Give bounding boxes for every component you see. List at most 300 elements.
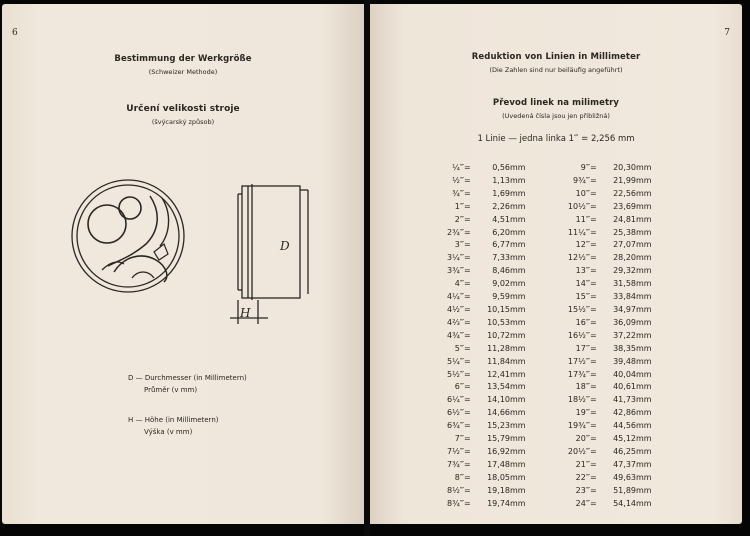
table-row	[560, 381, 658, 394]
table-row	[434, 472, 532, 485]
equals-sign: =	[464, 356, 471, 366]
line-value: 1‴	[454, 201, 464, 211]
unit-label: mm	[510, 485, 526, 495]
table-row	[560, 162, 658, 175]
equals-sign: =	[464, 240, 471, 250]
table-row	[560, 252, 658, 265]
table-row	[434, 175, 532, 188]
equals-sign: =	[464, 343, 471, 353]
equals-sign: =	[590, 446, 597, 456]
unit-label: mm	[510, 227, 526, 237]
table-row	[560, 394, 658, 407]
line-value: 2¾‴	[446, 227, 464, 237]
unit-label: mm	[510, 188, 526, 198]
equals-sign: =	[590, 266, 597, 276]
equals-sign: =	[590, 498, 597, 508]
line-value: 3¼‴	[446, 253, 464, 263]
table-row	[434, 459, 532, 472]
diameter-label: D	[280, 239, 290, 253]
unit-label: mm	[636, 292, 652, 302]
table-row	[560, 291, 658, 304]
legend-diameter	[128, 372, 247, 396]
conversion-table-left	[434, 162, 532, 510]
mm-value: 37,22	[613, 330, 636, 340]
line-value: 2‴	[454, 214, 464, 224]
conversion-table-right	[560, 162, 658, 510]
unit-label: mm	[510, 330, 526, 340]
table-row	[434, 485, 532, 498]
table-row	[434, 407, 532, 420]
table-row	[560, 369, 658, 382]
equals-sign: =	[464, 304, 471, 314]
title-czech: Určení velikosti stroje	[126, 104, 240, 114]
unit-label: mm	[510, 382, 526, 392]
mm-value: 34,97	[613, 304, 636, 314]
unit-label: mm	[636, 421, 652, 431]
subtitle-czech: (švýcarský způsob)	[151, 118, 215, 126]
mm-value: 9,59	[492, 292, 510, 302]
mm-value: 29,32	[613, 266, 636, 276]
line-value: 17½‴	[567, 356, 590, 366]
table-row	[560, 214, 658, 227]
unit-label: mm	[636, 188, 652, 198]
mm-value: 54,14	[613, 498, 636, 508]
mm-value: 25,38	[613, 227, 636, 237]
unit-label: mm	[510, 459, 526, 469]
line-value: 24‴	[575, 498, 590, 508]
table-row	[560, 343, 658, 356]
table-row	[434, 188, 532, 201]
table-row	[434, 291, 532, 304]
mm-value: 15,79	[487, 434, 510, 444]
unit-label: mm	[510, 434, 526, 444]
table-row	[434, 369, 532, 382]
unit-label: mm	[510, 395, 526, 405]
table-row	[434, 317, 532, 330]
unit-label: mm	[510, 343, 526, 353]
table-row	[434, 252, 532, 265]
mm-value: 39,48	[613, 356, 636, 366]
unit-label: mm	[510, 421, 526, 431]
unit-label: mm	[510, 163, 526, 172]
line-value: 7¾‴	[446, 459, 464, 469]
line-value: ¾‴	[452, 188, 464, 198]
mm-value: 6,77	[492, 240, 510, 250]
unit-label: mm	[636, 395, 652, 405]
table-row	[560, 201, 658, 214]
table-row	[434, 498, 532, 511]
line-value: 4½‴	[446, 304, 464, 314]
equals-sign: =	[464, 498, 471, 508]
table-row	[560, 188, 658, 201]
height-label: H	[240, 306, 251, 320]
equals-sign: =	[590, 201, 597, 211]
equals-sign: =	[590, 227, 597, 237]
table-row	[560, 265, 658, 278]
equals-sign: =	[590, 304, 597, 314]
table-row	[560, 472, 658, 485]
line-value: 18‴	[575, 382, 590, 392]
equals-sign: =	[590, 343, 597, 353]
table-row	[434, 343, 532, 356]
line-value: 5½‴	[446, 369, 464, 379]
table-row	[434, 446, 532, 459]
table-row	[434, 214, 532, 227]
mm-value: 40,04	[613, 369, 636, 379]
table-row	[434, 278, 532, 291]
table-row	[434, 265, 532, 278]
equals-sign: =	[590, 356, 597, 366]
unit-label: mm	[636, 304, 652, 314]
line-value: 6¾‴	[446, 421, 464, 431]
unit-label: mm	[510, 292, 526, 302]
unit-label: mm	[636, 227, 652, 237]
table-row	[434, 201, 532, 214]
unit-label: mm	[636, 369, 652, 379]
line-value: 8¾‴	[446, 498, 464, 508]
equals-sign: =	[464, 201, 471, 211]
table-row	[560, 330, 658, 343]
unit-label: mm	[510, 304, 526, 314]
unit-label: mm	[636, 472, 652, 482]
table-row	[434, 227, 532, 240]
unit-label: mm	[636, 201, 652, 211]
line-value: 16‴	[575, 317, 590, 327]
mm-value: 13,54	[487, 382, 510, 392]
table-row	[560, 433, 658, 446]
equals-sign: =	[590, 253, 597, 263]
line-value: 21‴	[575, 459, 590, 469]
equals-sign: =	[590, 279, 597, 289]
equals-sign: =	[590, 330, 597, 340]
line-value: 9¾‴	[572, 175, 590, 185]
table-row	[560, 317, 658, 330]
table-row	[560, 239, 658, 252]
line-value: 13‴	[575, 266, 590, 276]
equals-sign: =	[464, 253, 471, 263]
table-row	[560, 278, 658, 291]
unit-label: mm	[510, 472, 526, 482]
line-value: 17‴	[575, 343, 590, 353]
legend-height-german: H — Höhe (in Millimetern)	[128, 416, 219, 424]
mm-value: 2,26	[492, 201, 510, 211]
equals-sign: =	[464, 163, 471, 172]
equals-sign: =	[590, 434, 597, 444]
equals-sign: =	[464, 459, 471, 469]
heading-czech	[2, 104, 364, 126]
line-value: 17¾‴	[567, 369, 590, 379]
equals-sign: =	[464, 317, 471, 327]
mm-value: 49,63	[613, 472, 636, 482]
equals-sign: =	[464, 485, 471, 495]
unit-label: mm	[510, 317, 526, 327]
table-row	[560, 356, 658, 369]
line-value: 6‴	[454, 382, 464, 392]
equals-sign: =	[464, 369, 471, 379]
unit-label: mm	[636, 446, 652, 456]
mm-value: 9,02	[492, 279, 510, 289]
unit-label: mm	[636, 485, 652, 495]
equals-sign: =	[464, 382, 471, 392]
unit-label: mm	[636, 382, 652, 392]
equals-sign: =	[590, 382, 597, 392]
unit-label: mm	[636, 498, 652, 508]
line-value: 20‴	[575, 434, 590, 444]
mm-value: 12,41	[487, 369, 510, 379]
equals-sign: =	[464, 408, 471, 418]
table-row	[560, 227, 658, 240]
mm-value: 51,89	[613, 485, 636, 495]
unit-label: mm	[510, 214, 526, 224]
line-value: 7½‴	[446, 446, 464, 456]
unit-label: mm	[636, 343, 652, 353]
subtitle-german: (Schweizer Methode)	[148, 68, 218, 76]
unit-label: mm	[636, 279, 652, 289]
mm-value: 0,56	[492, 163, 510, 172]
heading-czech-right	[370, 98, 742, 120]
table-row	[560, 498, 658, 511]
mm-value: 14,66	[487, 408, 510, 418]
page-number-right: 7	[724, 28, 730, 38]
title-german: Bestimmung der Werkgröße	[114, 54, 252, 64]
mm-value: 47,37	[613, 459, 636, 469]
equals-sign: =	[590, 408, 597, 418]
line-value: 4¼‴	[446, 292, 464, 302]
equals-sign: =	[590, 317, 597, 327]
heading-german	[2, 54, 364, 76]
legend-height	[128, 414, 218, 438]
equals-sign: =	[590, 472, 597, 482]
mm-value: 27,07	[613, 240, 636, 250]
equals-sign: =	[590, 292, 597, 302]
mm-value: 33,84	[613, 292, 636, 302]
table-subtitle-german: (Die Zahlen sind nur beiläufig angeführt)	[489, 66, 623, 74]
mm-value: 21,99	[613, 175, 636, 185]
heading-german-right	[370, 52, 742, 74]
line-value: 12½‴	[567, 253, 590, 263]
line-value: 15‴	[575, 292, 590, 302]
table-row	[560, 175, 658, 188]
mm-value: 10,53	[487, 317, 510, 327]
equals-sign: =	[464, 292, 471, 302]
mm-value: 10,15	[487, 304, 510, 314]
equals-sign: =	[464, 434, 471, 444]
line-value: 14‴	[575, 279, 590, 289]
line-value: 8½‴	[446, 485, 464, 495]
line-value: ¼‴	[452, 163, 464, 172]
mm-value: 24,81	[613, 214, 636, 224]
watch-movement-diagram	[62, 174, 322, 334]
line-value: 23‴	[575, 485, 590, 495]
unit-label: mm	[510, 240, 526, 250]
unit-label: mm	[636, 240, 652, 250]
mm-value: 15,23	[487, 421, 510, 431]
mm-value: 23,69	[613, 201, 636, 211]
mm-value: 18,05	[487, 472, 510, 482]
equals-sign: =	[590, 240, 597, 250]
unit-label: mm	[636, 175, 652, 185]
equals-sign: =	[590, 188, 597, 198]
table-subtitle-czech: (Uvedená čísla jsou jen přibližná)	[502, 112, 610, 120]
table-row	[434, 433, 532, 446]
mm-value: 10,72	[487, 330, 510, 340]
line-value: 4‴	[454, 279, 464, 289]
mm-value: 1,69	[492, 188, 510, 198]
line-value: 6¼‴	[446, 395, 464, 405]
mm-value: 16,92	[487, 446, 510, 456]
line-value: 3¾‴	[446, 266, 464, 276]
mm-value: 28,20	[613, 253, 636, 263]
equals-sign: =	[590, 421, 597, 431]
right-page	[370, 4, 742, 524]
mm-value: 44,56	[613, 421, 636, 431]
equals-sign: =	[590, 395, 597, 405]
unit-label: mm	[636, 253, 652, 263]
mm-value: 22,56	[613, 188, 636, 198]
line-value: 20½‴	[567, 446, 590, 456]
unit-label: mm	[636, 330, 652, 340]
legend-height-czech: Výška (v mm)	[144, 428, 193, 436]
equals-sign: =	[464, 266, 471, 276]
mm-value: 11,28	[487, 343, 510, 353]
page-number-left: 6	[12, 28, 18, 38]
mm-value: 20,30	[613, 163, 636, 172]
left-page	[2, 4, 364, 524]
table-row	[434, 394, 532, 407]
line-value: 18½‴	[567, 395, 590, 405]
equals-sign: =	[464, 395, 471, 405]
equals-sign: =	[464, 446, 471, 456]
line-value: 16½‴	[567, 330, 590, 340]
line-value: 19¾‴	[567, 421, 590, 431]
unit-label: mm	[510, 446, 526, 456]
mm-value: 38,35	[613, 343, 636, 353]
line-value: 7‴	[454, 434, 464, 444]
equals-sign: =	[590, 175, 597, 185]
mm-value: 36,09	[613, 317, 636, 327]
equals-sign: =	[464, 227, 471, 237]
unit-label: mm	[636, 408, 652, 418]
unit-label: mm	[636, 434, 652, 444]
line-value: ½‴	[452, 175, 464, 185]
legend-diameter-german: D — Durchmesser (in Millimetern)	[128, 374, 247, 382]
table-row	[560, 459, 658, 472]
table-row	[434, 420, 532, 433]
unit-label: mm	[636, 214, 652, 224]
line-value: 22‴	[575, 472, 590, 482]
equals-sign: =	[464, 330, 471, 340]
line-value: 10½‴	[567, 201, 590, 211]
mm-value: 19,18	[487, 485, 510, 495]
table-row	[434, 381, 532, 394]
legend-diameter-czech: Průměr (v mm)	[144, 386, 198, 394]
mm-value: 45,12	[613, 434, 636, 444]
unit-label: mm	[636, 163, 652, 172]
base-conversion: 1 Linie — jedna linka 1‴ = 2,256 mm	[477, 134, 635, 144]
line-value: 12‴	[575, 240, 590, 250]
line-value: 8‴	[454, 472, 464, 482]
mm-value: 8,46	[492, 266, 510, 276]
mm-value: 7,33	[492, 253, 510, 263]
mm-value: 11,84	[487, 356, 510, 366]
line-value: 5¼‴	[446, 356, 464, 366]
table-title-german: Reduktion von Linien in Millimeter	[471, 52, 641, 62]
movement-side-view	[230, 184, 308, 324]
unit-label: mm	[510, 175, 526, 185]
movement-front-view	[72, 180, 184, 292]
equals-sign: =	[464, 175, 471, 185]
unit-label: mm	[636, 356, 652, 366]
equals-sign: =	[590, 459, 597, 469]
unit-label: mm	[510, 279, 526, 289]
mm-value: 46,25	[613, 446, 636, 456]
table-row	[434, 304, 532, 317]
unit-label: mm	[636, 459, 652, 469]
line-value: 5‴	[454, 343, 464, 353]
line-value: 11‴	[575, 214, 590, 224]
equals-sign: =	[590, 214, 597, 224]
table-row	[560, 407, 658, 420]
equals-sign: =	[464, 188, 471, 198]
equals-sign: =	[464, 472, 471, 482]
equals-sign: =	[590, 485, 597, 495]
equals-sign: =	[464, 214, 471, 224]
line-value: 3‴	[454, 240, 464, 250]
mm-value: 19,74	[487, 498, 510, 508]
line-value: 19‴	[575, 408, 590, 418]
table-row	[560, 446, 658, 459]
equals-sign: =	[464, 421, 471, 431]
mm-value: 1,13	[492, 175, 510, 185]
mm-value: 31,58	[613, 279, 636, 289]
line-value: 4¾‴	[446, 330, 464, 340]
mm-value: 40,61	[613, 382, 636, 392]
mm-value: 4,51	[492, 214, 510, 224]
mm-value: 41,73	[613, 395, 636, 405]
unit-label: mm	[510, 266, 526, 276]
line-value: 15½‴	[567, 304, 590, 314]
table-row	[434, 356, 532, 369]
table-row	[434, 239, 532, 252]
unit-label: mm	[510, 369, 526, 379]
unit-label: mm	[636, 266, 652, 276]
unit-label: mm	[510, 498, 526, 508]
table-row	[560, 304, 658, 317]
table-title-czech: Převod linek na milimetry	[492, 98, 620, 108]
unit-label: mm	[636, 317, 652, 327]
table-row	[434, 330, 532, 343]
equals-sign: =	[590, 163, 597, 172]
equals-sign: =	[464, 279, 471, 289]
mm-value: 17,48	[487, 459, 510, 469]
table-row	[434, 162, 532, 175]
table-row	[560, 485, 658, 498]
mm-value: 42,86	[613, 408, 636, 418]
equals-sign: =	[590, 369, 597, 379]
mm-value: 14,10	[487, 395, 510, 405]
unit-label: mm	[510, 356, 526, 366]
table-row	[560, 420, 658, 433]
line-value: 6½‴	[446, 408, 464, 418]
unit-label: mm	[510, 408, 526, 418]
line-value: 4⅔‴	[446, 317, 464, 327]
line-value: 11¼‴	[567, 227, 590, 237]
unit-label: mm	[510, 253, 526, 263]
unit-label: mm	[510, 201, 526, 211]
line-value: 10‴	[575, 188, 590, 198]
line-value: 9‴	[580, 163, 590, 172]
mm-value: 6,20	[492, 227, 510, 237]
